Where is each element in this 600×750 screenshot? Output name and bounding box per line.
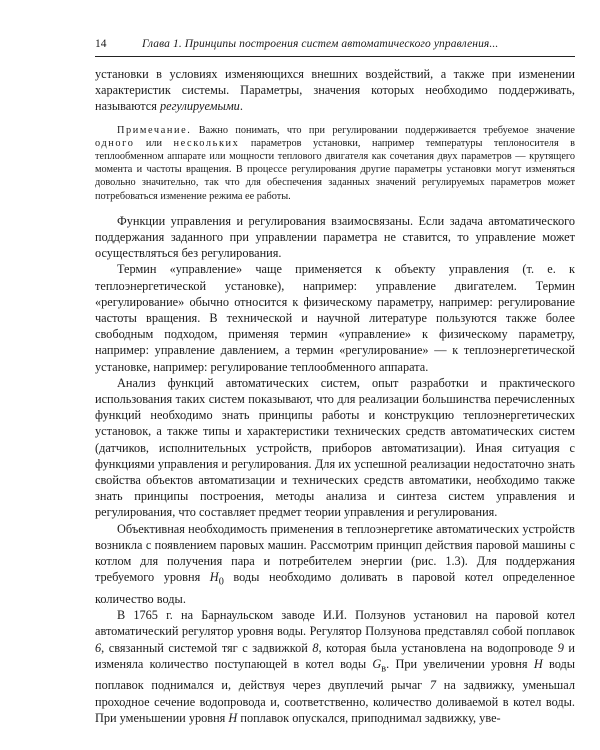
paragraph-polzunov: В 1765 г. на Барнаульском заводе И.И. Ползунов установил на паровой котел автоматический регулятор уровня воды. Регулятор Ползунова представлял собой поплавок 6, связанный системой тяг с задвижкой 8, которая была установлена на водопроводе 9 и изменяла количество поступающей в котел воды $G_в$. При увеличении уровня H воды поплавок поднимался и, действуя через двуплечий рычаг 7 на задвижку, уменьшал проходное сечение водопровода и, соответственно, количество доливаемой в котел воды. При уменьшении уровня H поплавок опускался, приподнимал задвижку, уве- [95,608,576,725]
header-rule [95,56,575,57]
note-paragraph: Примечание. Важно понимать, что при регулировании поддерживается требуемое значение одного или нескольких параметров установки, например температуры теплоносителя в теплообменном аппарате или мощности теплового двигателя как сочетания двух параметров — крутящего момента и частоты вращения. В процессе регулирования другие параметры установки могут изменяться довольно значительно, так что для обеспечения заданных значений регулируемых параметров может потребоваться изменение режима ее работы. [95,124,575,202]
paragraph-functions: Функции управления и регулирования взаимосвязаны. Если задача автоматического поддержания заданного при управлении параметра не ставится, то управление может осуществляться без регулирования. [95,213,575,261]
note-emph-one: одного [95,137,135,149]
note-label: Примечание. [117,124,192,136]
page-number: 14 [95,38,107,50]
term-regulated: регулируемыми [160,99,240,114]
page-body [95,66,575,726]
paragraph-analysis: Анализ функций автоматических систем, опыт разработки и практического использования таких систем показывают, что для реализации большинства перечисленных функций необходимо знать принципы работы и конструкцию теплоэнергетических установок, а также типы и характеристики технических средств автоматических систем (датчиков, исполнительных устройств, приборов автоматизации). Иная ситуация с функциями управления и регулирования. Для их успешной реализации недостаточно знать свойства объектов автоматизации и технических средств автоматики, необходимо также знать принципы построения, методы анализа и синтеза систем управления и регулирования, что составляет предмет теории управления и регулирования. [95,375,575,520]
page-header [95,36,575,54]
paragraph-continuation: установки в условиях изменяющихся внешних воздействий, а также при изменении характеристик системы. Параметры, значения которых необходимо поддерживать, называются регулируемыми. [95,67,575,114]
symbol-h-sub: 0 [218,576,224,588]
symbol-h: H [209,570,219,585]
paragraph-steam-machines: Объективная необходимость применения в теплоэнергетике автоматических устройств возникла с появлением паровых машин. Рассмотрим принцип действия паровой машины с котлом для получения пара и потребителем энергии (рис. 1.3). Для поддержания требуемого уровня $H_0$ воды необходимо доливать в паровой котел определенное количество воды. [95,521,575,606]
symbol-g: G [372,656,382,671]
note-emph-several: нескольких [173,137,240,149]
paragraph-terms: Термин «управление» чаще применяется к объекту управления (т. е. к теплоэнергетической установке), например: управление двигателем. Термин «регулирование» обычно относится к физическому параметру, например: регулирование частоты вращения. В технической и научной литературе пользуются также более свободным подходом, применяя термин «управление» к физическому параметру, например: управление давлением, а термин «регулирование» — к теплоэнергетической установке, например: регулирование теплообменного аппарата. [95,262,575,374]
running-title: Глава 1. Принципы построения систем автоматического управления... [142,38,499,50]
